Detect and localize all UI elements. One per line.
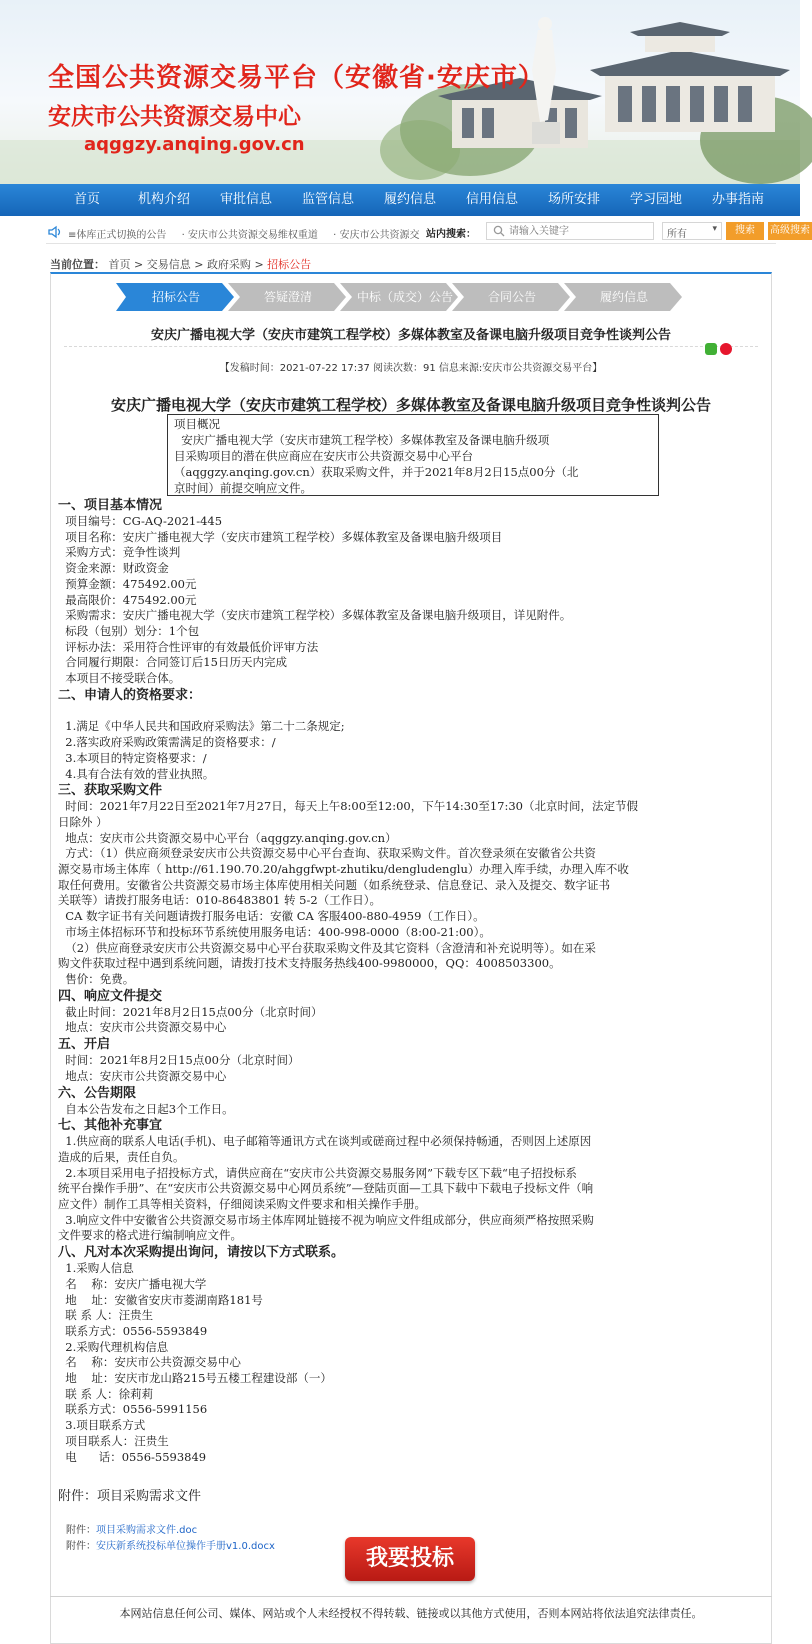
body-line: 取任何费用。安徽省公共资源交易市场主体库使用相关问题（如系统登录、信息登记、录入及提交、数字证书 (58, 877, 610, 892)
nav-venue[interactable]: 场所安排 (548, 192, 601, 207)
body-line: 地 址：安庆市龙山路215号五楼工程建设部（一） (58, 1371, 332, 1386)
body-line: 造成的后果，责任自负。 (58, 1149, 185, 1164)
news-ticker (68, 226, 420, 241)
attachment-label: 附件： (66, 1541, 96, 1552)
title-divider (64, 346, 758, 347)
footer-divider (50, 1596, 772, 1597)
body-line: 截止时间：2021年8月2日15点00分（北京时间） (58, 1004, 323, 1019)
section-heading: 八、凡对本次采购提出询问，请按以下方式联系。 (58, 1245, 345, 1261)
body-line: 时间：2021年8月2日15点00分（北京时间） (58, 1053, 300, 1068)
section-heading: 七、其他补充事宜 (58, 1118, 163, 1134)
body-line: 地点：安庆市公共资源交易中心 (58, 1020, 227, 1035)
footer-disclaimer: 本网站信息任何公司、媒体、网站或个人未经授权不得转载、链接或以其他方式使用，否则本网站将依法追究法律责任。 (119, 1607, 703, 1620)
body-line: 地点：安庆市公共资源交易中心 (58, 1068, 227, 1083)
body-line: 名 称：安庆市公共资源交易中心 (58, 1355, 241, 1370)
body-line: 文件要求的格式进行编制响应文件。 (58, 1228, 242, 1243)
breadcrumb-current[interactable]: 招标公告 (267, 258, 312, 271)
body-line: 日除外 ） (58, 814, 108, 829)
body-line: 售价：免费。 (58, 971, 135, 986)
body-line: 联系方式：0556-5991156 (58, 1402, 208, 1417)
section-heading: 一、项目基本情况 (58, 498, 163, 513)
body-line: 资金来源：财政资金 (58, 561, 169, 576)
body-line: 3.本项目的特定资格要求：/ (58, 750, 207, 765)
main-nav (0, 184, 800, 216)
body-line: 采购需求：安庆广播电视大学（安庆市建筑工程学校）多媒体教室及备课电脑升级项目，详见附件。 (58, 608, 572, 623)
body-line: 预算金额：475492.00元 (58, 576, 197, 591)
banner-subtitle: 安庆市公共资源交易中心 (48, 104, 301, 130)
section-heading: 六、公告期限 (58, 1085, 137, 1101)
breadcrumb-sep: > (254, 258, 264, 271)
nav-credit[interactable]: 信用信息 (466, 192, 519, 207)
nav-approval[interactable]: 审批信息 (220, 192, 273, 207)
nav-supervision[interactable]: 监管信息 (302, 192, 355, 207)
body-line: 市场主体招标环节和投标环节系统使用服务电话：400-998-0000（8:00-21:00）。 (58, 924, 491, 939)
body-line: 项目联系人：汪贵生 (58, 1433, 169, 1448)
body-line: 2.采购代理机构信息 (58, 1339, 169, 1354)
search-input[interactable] (509, 224, 649, 238)
nav-home[interactable]: 首页 (74, 192, 101, 207)
breadcrumb (50, 256, 311, 272)
overview-line: 安庆广播电视大学（安庆市建筑工程学校）多媒体教室及备课电脑升级项 (174, 433, 550, 447)
ticker-item[interactable]: · 安庆市公共资源交 (333, 230, 420, 241)
body-line: 自本公告发布之日起3个工作日。 (58, 1101, 234, 1116)
nav-organization[interactable]: 机构介绍 (138, 192, 191, 207)
overview-line: （aqggzy.anqing.gov.cn）获取采购文件，并于2021年8月2日15点00分（北 (174, 465, 579, 479)
body-line: 联系方式：0556-5593849 (58, 1323, 208, 1338)
search-box (486, 222, 654, 240)
weibo-share-icon[interactable] (720, 343, 732, 355)
nav-performance[interactable]: 履约信息 (384, 192, 437, 207)
banner-domain: aqggzy.anqing.gov.cn (84, 134, 305, 155)
nav-guide[interactable]: 办事指南 (712, 192, 765, 207)
overview-heading: 项目概况 (174, 417, 220, 431)
body-line: 1.采购人信息 (58, 1261, 134, 1276)
search-scope-value: 所有 (667, 229, 687, 240)
project-overview-box (167, 414, 659, 496)
section-heading: 五、开启 (58, 1037, 111, 1053)
body-line: 4.具有合法有效的营业执照。 (58, 766, 215, 781)
section-heading: 三、获取采购文件 (58, 783, 163, 799)
body-line: 关联等）请拨打服务电话：010-86483801 转 5-2（工作日）。 (58, 893, 381, 908)
breadcrumb-item[interactable]: 首页 (108, 258, 131, 271)
page-title: 安庆广播电视大学（安庆市建筑工程学校）多媒体教室及备课电脑升级项目竞争性谈判公告 (150, 328, 671, 343)
body-line: 本项目不接受联合体。 (58, 671, 181, 686)
attachment-row (66, 1521, 197, 1536)
body-line: 1.满足《中华人民共和国政府采购法》第二十二条规定; (58, 719, 345, 734)
body-line: 方式：（1）供应商须登录安庆市公共资源交易中心平台查询、获取采购文件。首次登录须在安徽省公共资 (58, 846, 596, 861)
attachment-heading: 附件：项目采购需求文件 (58, 1489, 202, 1504)
speaker-icon (48, 225, 64, 239)
body-line: 评标办法：采用符合性评审的有效最低价评审方法 (58, 639, 319, 654)
step-bid-notice[interactable]: 招标公告 (151, 290, 200, 304)
body-line: 源交易市场主体库（ http://61.190.70.20/ahggfwpt-zhutiku/dengludenglu）办理入库手续，办理入库不收 (58, 862, 629, 877)
body-line (58, 704, 768, 720)
body-line: 购文件获取过程中遇到系统问题，请拨打技术支持服务热线400-9980000，QQ：4008503300。 (58, 956, 561, 971)
section-heading: 二、申请人的资格要求： (58, 687, 202, 703)
body-line: 合同履行期限：合同签订后15日历天内完成 (58, 655, 287, 670)
body-line: 项目编号：CG-AQ-2021-445 (58, 514, 223, 528)
breadcrumb-item[interactable]: 政府采购 (206, 258, 251, 271)
body-line: （2）供应商登录安庆市公共资源交易中心平台获取采购文件及其它资料（含澄清和补充说明等）。如在采 (58, 940, 596, 955)
breadcrumb-sep: > (134, 258, 144, 271)
section-heading: 四、响应文件提交 (58, 988, 163, 1004)
body-line: CA 数字证书有关问题请拨打服务电话：安徽 CA 客服400-880-4959（工作日）。 (58, 909, 485, 924)
body-line: 3.响应文件中安徽省公共资源交易市场主体库网址链接不视为响应文件组成部分，供应商须严格按照采购 (58, 1212, 594, 1227)
body-line: 最高限价：475492.00元 (58, 592, 197, 607)
attachment-link[interactable]: 安庆新系统投标单位操作手册v1.0.docx (96, 1541, 275, 1552)
nav-learning[interactable]: 学习园地 (630, 192, 683, 207)
advanced-search-button[interactable]: 高级搜索 (768, 222, 812, 240)
step-clarification[interactable]: 答疑澄清 (263, 290, 312, 304)
body-line: 地点：安庆市公共资源交易中心平台（aqggzy.anqing.gov.cn） (58, 830, 397, 845)
body-line: 地 址：安徽省安庆市菱湖南路181号 (58, 1292, 263, 1307)
body-line: 采购方式：竞争性谈判 (58, 545, 181, 560)
body-line: 2.落实政府采购政策需满足的资格要求：/ (58, 735, 276, 750)
step-performance-info[interactable]: 履约信息 (599, 290, 648, 304)
body-line: 统平台操作手册”、在“安庆市公共资源交易中心网员系统”—登陆页面—工具下载中下载电子投标文件（响 (58, 1181, 594, 1196)
attachment-label: 附件： (66, 1525, 96, 1536)
ticker-search-bar (46, 220, 810, 244)
attachment-row (66, 1537, 275, 1552)
chevron-down-icon: ▾ (712, 224, 717, 234)
body-line: 名 称：安庆广播电视大学 (58, 1276, 207, 1291)
header-banner (0, 0, 800, 184)
body-line: 1.供应商的联系人电话(手机)、电子邮箱等通讯方式在谈判或磋商过程中必须保持畅通，否则因上述原因 (58, 1134, 592, 1149)
document-title: 安庆广播电视大学（安庆市建筑工程学校）多媒体教室及备课电脑升级项目竞争性谈判公告 (110, 396, 711, 414)
breadcrumb-sep: > (194, 258, 204, 271)
overview-line: 京时间）前提交响应文件。 (174, 481, 312, 495)
attachment-link[interactable]: 项目采购需求文件.doc (96, 1525, 198, 1536)
search-scope-select[interactable] (662, 222, 722, 240)
body-line: 联 系 人：汪贵生 (58, 1308, 154, 1323)
search-icon (493, 225, 505, 237)
banner-title: 全国公共资源交易平台（安徽省·安庆市） (48, 63, 545, 93)
body-line: 应文件）制作工具等相关资料，仔细阅读采购文件要求和相关操作手册。 (58, 1197, 426, 1212)
search-button[interactable]: 搜索 (726, 222, 764, 240)
ticker-item[interactable]: · 安庆市公共资源交易维权重道 (181, 230, 318, 241)
body-line: 电 话：0556-5593849 (58, 1449, 207, 1464)
overview-line: 目采购项目的潜在供应商应在安庆市公共资源交易中心平台 (174, 449, 473, 463)
body-line: 联 系 人：徐莉莉 (58, 1386, 154, 1401)
body-line: 时间：2021年7月22日至2021年7月27日，每天上午8:00至12:00，下午14:30至17:30（北京时间，法定节假 (58, 799, 638, 814)
breadcrumb-label: 当前位置： (50, 258, 105, 271)
step-contract-notice[interactable]: 合同公告 (487, 290, 536, 304)
breadcrumb-item[interactable]: 交易信息 (146, 258, 191, 271)
body-line: 3.项目联系方式 (58, 1418, 146, 1433)
announcement-body (58, 497, 768, 1465)
article-meta: 【发稿时间：2021-07-22 17:37 阅读次数：91 信息来源:安庆市公共资源交易平台】 (219, 363, 603, 374)
submit-bid-button[interactable]: 我要投标 (345, 1537, 475, 1581)
wechat-share-icon[interactable] (705, 343, 717, 355)
body-line: 项目名称：安庆广播电视大学（安庆市建筑工程学校）多媒体教室及备课电脑升级项目 (58, 529, 503, 544)
body-line: 标段（包别）划分：1个包 (58, 623, 200, 638)
body-line: 2.本项目采用电子招投标方式，请供应商在“安庆市公共资源交易服务网”下载专区下载“电子招投标系 (58, 1165, 577, 1180)
search-label: 站内搜索： (426, 229, 476, 240)
ticker-item[interactable]: ≡体库正式切换的公告 (68, 230, 167, 241)
step-award-notice[interactable]: 中标（成交）公告 (356, 290, 453, 304)
